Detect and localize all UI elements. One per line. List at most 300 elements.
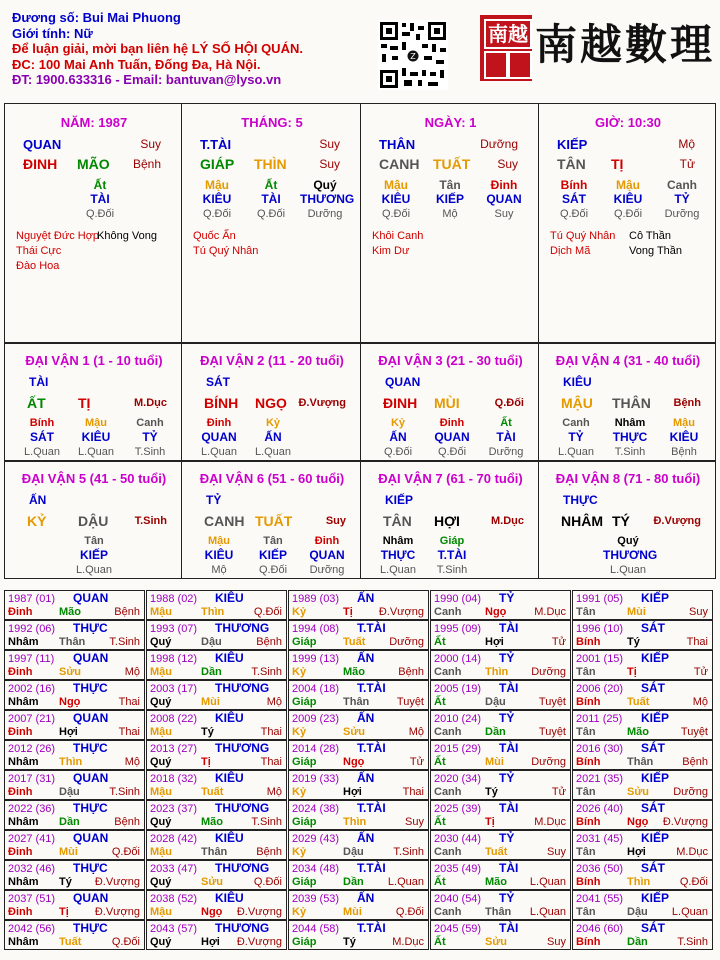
hidden-god: ẤN <box>389 430 407 444</box>
hidden-relation: L.Quan <box>200 446 238 458</box>
year-cell <box>572 740 713 770</box>
year-phase: T.Sinh <box>677 936 708 948</box>
year-cell <box>4 620 145 650</box>
dai-van-branch: NGỌ <box>255 395 287 411</box>
hidden-relation: L.Quan <box>557 446 595 458</box>
year-stem: Tân <box>576 786 596 798</box>
dai-van-cell <box>181 461 361 579</box>
year-label: 2015 (29) <box>434 743 482 755</box>
pillar-branch: MÃO <box>77 156 110 172</box>
year-stem: Bính <box>576 636 601 648</box>
year-phase: Mộ <box>266 696 282 708</box>
year-label: 2024 (38) <box>292 803 340 815</box>
hidden-god: KIÊU <box>381 192 411 206</box>
year-label: 2032 (46) <box>8 863 56 875</box>
year-cell <box>430 800 571 830</box>
pillar-cell <box>538 103 716 343</box>
year-phase: Bệnh <box>398 666 424 678</box>
year-branch: Tý <box>627 636 640 648</box>
year-branch: Mão <box>59 606 81 618</box>
year-branch: Mùi <box>627 606 646 618</box>
year-phase: Đ.Vượng <box>378 606 424 618</box>
year-branch: Hợi <box>627 846 646 858</box>
dai-van-growth: Bệnh <box>673 397 701 409</box>
hidden-relation: T.Sinh <box>134 446 166 458</box>
dai-van-cell <box>360 343 539 461</box>
pillar-phase: Suy <box>319 137 340 151</box>
hidden-relation: Q.Đối <box>85 208 115 220</box>
hidden-god: THỰC <box>612 430 648 444</box>
year-label: 2021 (35) <box>576 773 624 785</box>
brand-title: 南越數理 <box>535 20 716 69</box>
year-phase: T.Sinh <box>251 666 282 678</box>
year-label: 2044 (58) <box>292 923 340 935</box>
hidden-god: TÀI <box>496 430 516 444</box>
year-label: 2041 (55) <box>576 893 624 905</box>
year-god: KIÊU <box>215 831 244 845</box>
year-label: 2022 (36) <box>8 803 56 815</box>
hidden-relation: Suy <box>494 208 514 220</box>
year-phase: Suy <box>547 936 566 948</box>
year-god: QUAN <box>73 891 109 905</box>
year-cell <box>288 770 429 800</box>
year-label: 1994 (08) <box>292 623 340 635</box>
year-branch: Dậu <box>627 906 648 918</box>
year-phase: Dưỡng <box>531 666 566 678</box>
dai-van-branch: DẬU <box>78 513 109 529</box>
year-cell <box>4 740 145 770</box>
hidden-stem: Mậu <box>673 417 695 429</box>
star-left: Khôi Canh <box>372 230 424 242</box>
dai-van-stem: BÍNH <box>204 395 239 411</box>
year-cell <box>4 650 145 680</box>
dai-van-cell <box>4 343 182 461</box>
year-branch: Thân <box>627 756 654 768</box>
year-label: 2018 (32) <box>150 773 198 785</box>
year-phase: Tử <box>409 756 424 768</box>
year-stem: Ất <box>434 816 446 828</box>
year-branch: Tuất <box>627 696 650 708</box>
year-label: 2045 (59) <box>434 923 482 935</box>
year-phase: L.Quan <box>529 906 566 918</box>
year-god: SÁT <box>641 681 665 695</box>
year-stem: Nhâm <box>8 936 39 948</box>
year-stem: Bính <box>576 936 601 948</box>
year-god: KIẾP <box>641 831 670 845</box>
star-left: Nguyệt Đức Hợp <box>16 230 100 242</box>
year-branch: Tị <box>59 906 69 918</box>
year-branch: Dần <box>59 816 80 828</box>
hidden-god: T.TÀI <box>437 548 467 562</box>
year-branch: Sửu <box>201 876 224 888</box>
year-branch: Mùi <box>201 696 220 708</box>
year-branch: Dần <box>201 666 222 678</box>
year-branch: Thìn <box>627 876 651 888</box>
hidden-god: THƯƠNG <box>603 548 658 562</box>
hidden-relation: Bệnh <box>671 446 697 458</box>
year-god: TỶ <box>499 831 515 845</box>
year-god: KIÊU <box>215 711 244 725</box>
dai-van-stem: ĐINH <box>383 395 418 411</box>
year-label: 2036 (50) <box>576 863 624 875</box>
hidden-relation: T.Sinh <box>436 564 468 576</box>
star-left: Quốc Ấn <box>193 230 236 242</box>
year-phase: T.Sinh <box>393 846 424 858</box>
dai-van-stem: NHÂM <box>561 513 603 529</box>
year-label: 1997 (11) <box>8 653 55 665</box>
year-phase: Tuyệt <box>680 726 708 738</box>
year-cell <box>430 590 571 620</box>
year-phase: Thai <box>402 786 424 798</box>
hidden-god: THƯƠNG <box>300 192 355 206</box>
year-phase: T.Sinh <box>251 816 282 828</box>
year-cell <box>288 590 429 620</box>
hidden-god: TỶ <box>142 430 158 444</box>
client-name: Đương số: Bui Mai Phuong <box>12 10 181 25</box>
year-label: 2010 (24) <box>434 713 482 725</box>
year-god: TÀI <box>499 741 519 755</box>
year-god: SÁT <box>641 801 665 815</box>
hidden-god: TÀI <box>261 192 281 206</box>
year-branch: Tuất <box>201 786 224 798</box>
year-phase: Thai <box>118 696 140 708</box>
year-cell <box>572 920 713 950</box>
year-stem: Đinh <box>8 726 33 738</box>
year-cell <box>430 680 571 710</box>
year-phase: Đ.Vượng <box>236 906 282 918</box>
year-phase: Tuyệt <box>396 696 424 708</box>
year-branch: Tuất <box>343 636 366 648</box>
year-phase: Q.Đối <box>111 846 140 858</box>
star-right: Không Vong <box>97 230 157 242</box>
year-label: 2014 (28) <box>292 743 340 755</box>
year-cell <box>146 620 287 650</box>
year-phase: Tuyệt <box>538 726 566 738</box>
hidden-stem: Nhâm <box>382 535 414 547</box>
year-label: 2026 (40) <box>576 803 624 815</box>
year-branch: Thìn <box>343 816 367 828</box>
year-god: QUAN <box>73 591 109 605</box>
hidden-stem: Giáp <box>439 535 465 547</box>
year-stem: Giáp <box>292 876 317 888</box>
year-stem: Canh <box>434 906 462 918</box>
year-cell <box>430 860 571 890</box>
year-god: TỶ <box>499 711 515 725</box>
hidden-stem: Đinh <box>439 417 465 429</box>
seal-stamp <box>480 15 532 81</box>
year-label: 2030 (44) <box>434 833 482 845</box>
year-branch: Ngọ <box>627 816 649 828</box>
year-phase: Tử <box>551 636 566 648</box>
pillar-phase: Suy <box>140 137 161 151</box>
year-stem: Giáp <box>292 696 317 708</box>
year-label: 2027 (41) <box>8 833 56 845</box>
year-stem: Kỷ <box>292 786 307 798</box>
hidden-relation: Q.Đối <box>559 208 589 220</box>
year-label: 2028 (42) <box>150 833 198 845</box>
year-god: THƯƠNG <box>215 801 270 815</box>
year-branch: Tị <box>343 606 353 618</box>
hidden-stem: Mậu <box>616 178 640 192</box>
year-branch: Hợi <box>201 936 220 948</box>
year-phase: Mộ <box>124 756 140 768</box>
year-god: QUAN <box>73 771 109 785</box>
pillar-growth: Suy <box>319 157 340 171</box>
year-cell <box>572 710 713 740</box>
year-cell <box>288 800 429 830</box>
year-branch: Sửu <box>485 936 508 948</box>
pillar-god: KIẾP <box>557 137 588 152</box>
dai-van-god: KIẾP <box>385 493 414 507</box>
year-god: THỰC <box>73 741 108 755</box>
year-cell <box>4 830 145 860</box>
dai-van-branch: HỢI <box>434 513 460 529</box>
year-label: 1987 (01) <box>8 593 56 605</box>
year-cell <box>430 710 571 740</box>
hidden-stem: Ất <box>264 178 278 192</box>
year-cell <box>4 860 145 890</box>
year-label: 2004 (18) <box>292 683 340 695</box>
hidden-relation: L.Quan <box>379 564 417 576</box>
year-label: 2046 (60) <box>576 923 624 935</box>
dai-van-cell <box>4 461 182 579</box>
hidden-stem: Đinh <box>206 417 232 429</box>
year-branch: Dần <box>343 876 364 888</box>
year-label: 1991 (05) <box>576 593 624 605</box>
year-god: ẤN <box>357 591 375 605</box>
dai-van-god: TÀI <box>29 375 49 389</box>
year-phase: Thai <box>260 726 282 738</box>
pillar-phase: Dưỡng <box>480 137 518 151</box>
hidden-god: KIÊU <box>669 430 699 444</box>
year-cell <box>430 830 571 860</box>
year-phase: Q.Đối <box>111 936 140 948</box>
year-branch: Sửu <box>627 786 650 798</box>
hidden-stem: Quý <box>617 535 639 547</box>
year-god: TÀI <box>499 681 519 695</box>
year-phase: T.Sinh <box>109 786 140 798</box>
year-god: TÀI <box>499 801 519 815</box>
year-label: 2007 (21) <box>8 713 56 725</box>
year-god: ẤN <box>357 651 375 665</box>
year-phase: Thai <box>260 756 282 768</box>
year-cell <box>430 770 571 800</box>
year-god: THỰC <box>73 861 108 875</box>
dai-van-stem: MẬU <box>561 395 593 411</box>
hidden-relation: Dưỡng <box>664 208 700 220</box>
year-stem: Canh <box>434 786 462 798</box>
dai-van-growth: M.Dục <box>491 515 524 527</box>
year-stem: Giáp <box>292 636 317 648</box>
star-left: Tú Quý Nhân <box>550 230 616 242</box>
dai-van-growth: Đ.Vượng <box>298 397 346 409</box>
hidden-god: KIÊU <box>202 192 232 206</box>
dai-van-god: THỰC <box>563 493 598 507</box>
year-stem: Canh <box>434 726 462 738</box>
year-branch: Dần <box>627 936 648 948</box>
year-god: T.TÀI <box>357 681 386 695</box>
dai-van-stem: TÂN <box>383 513 412 529</box>
dai-van-branch: THÂN <box>612 395 651 411</box>
year-stem: Kỷ <box>292 606 307 618</box>
year-phase: Q.Đối <box>679 876 708 888</box>
year-branch: Tuất <box>59 936 82 948</box>
year-label: 2020 (34) <box>434 773 482 785</box>
hidden-stem: Canh <box>136 417 164 429</box>
year-god: KIẾP <box>641 651 670 665</box>
year-label: 2012 (26) <box>8 743 56 755</box>
pillar-god: THÂN <box>379 137 416 152</box>
pillar-growth: Suy <box>497 157 518 171</box>
year-cell <box>288 920 429 950</box>
year-stem: Giáp <box>292 756 317 768</box>
year-stem: Mậu <box>150 606 172 618</box>
year-phase: Đ.Vượng <box>94 876 140 888</box>
pillar-growth: Tử <box>679 157 695 171</box>
svg-text:Z: Z <box>410 52 416 61</box>
year-branch: Ngọ <box>485 606 507 618</box>
pillar-cell <box>360 103 539 343</box>
year-label: 1999 (13) <box>292 653 340 665</box>
hidden-stem: Canh <box>667 178 697 192</box>
year-phase: Đ.Vượng <box>662 816 708 828</box>
year-branch: Thìn <box>201 606 225 618</box>
year-label: 1998 (12) <box>150 653 198 665</box>
hidden-god: SÁT <box>562 192 586 206</box>
year-branch: Mão <box>627 726 649 738</box>
year-stem: Giáp <box>292 816 317 828</box>
year-label: 2043 (57) <box>150 923 198 935</box>
pillar-growth: Bệnh <box>132 157 161 171</box>
year-cell <box>288 680 429 710</box>
year-label: 2034 (48) <box>292 863 340 875</box>
year-god: ẤN <box>357 891 375 905</box>
hidden-stem: Quý <box>313 178 337 192</box>
year-branch: Sửu <box>343 726 366 738</box>
dai-van-god: TỶ <box>206 493 222 507</box>
year-cell <box>288 830 429 860</box>
year-phase: Tử <box>551 786 566 798</box>
hidden-stem: Canh <box>562 417 590 429</box>
year-stem: Bính <box>576 696 601 708</box>
year-label: 1992 (06) <box>8 623 56 635</box>
dai-van-growth: T.Sinh <box>134 515 167 527</box>
year-stem: Bính <box>576 756 601 768</box>
hidden-god: TỶ <box>568 430 584 444</box>
hidden-stem: Tân <box>439 178 461 192</box>
year-god: T.TÀI <box>357 921 386 935</box>
hidden-relation: Mộ <box>442 208 458 220</box>
year-branch: Mão <box>485 876 507 888</box>
hidden-relation: L.Quan <box>77 446 115 458</box>
year-branch: Ngọ <box>201 906 223 918</box>
year-label: 2013 (27) <box>150 743 198 755</box>
year-phase: Mộ <box>408 726 424 738</box>
pillar-god: QUAN <box>23 137 62 152</box>
dai-van-branch: TỊ <box>78 395 91 411</box>
year-phase: Thai <box>686 636 708 648</box>
year-god: SÁT <box>641 621 665 635</box>
year-god: TÀI <box>499 621 519 635</box>
dai-van-god: QUAN <box>385 375 421 389</box>
year-stem: Canh <box>434 846 462 858</box>
dai-van-growth: Đ.Vượng <box>653 515 701 527</box>
pillar-stem: TÂN <box>557 156 586 172</box>
year-stem: Kỷ <box>292 906 307 918</box>
year-label: 2037 (51) <box>8 893 56 905</box>
year-branch: Mão <box>201 816 223 828</box>
hidden-god: KIÊU <box>613 192 643 206</box>
year-phase: Q.Đối <box>253 876 282 888</box>
year-stem: Nhâm <box>8 696 39 708</box>
hidden-relation: Q.Đối <box>381 208 411 220</box>
year-stem: Tân <box>576 666 596 678</box>
pillar-cell <box>4 103 182 343</box>
dai-van-title: ĐẠI VẬN 1 (1 - 10 tuổi) <box>25 353 163 368</box>
year-branch: Mùi <box>485 756 504 768</box>
year-cell <box>4 890 145 920</box>
year-branch: Dậu <box>485 696 506 708</box>
year-branch: Ngọ <box>59 696 81 708</box>
dai-van-title: ĐẠI VẬN 3 (21 - 30 tuổi) <box>378 353 523 368</box>
year-phase: Dưỡng <box>389 636 424 648</box>
dai-van-title: ĐẠI VẬN 5 (41 - 50 tuổi) <box>21 471 167 486</box>
year-stem: Quý <box>150 696 172 708</box>
year-phase: Bệnh <box>114 606 140 618</box>
year-cell <box>430 890 571 920</box>
dai-van-growth: Suy <box>325 515 346 527</box>
dai-van-branch: MÙI <box>434 395 460 411</box>
year-phase: L.Quan <box>387 876 424 888</box>
hidden-god: QUAN <box>309 548 345 562</box>
year-branch: Tị <box>201 756 211 768</box>
year-phase: Mộ <box>692 696 708 708</box>
year-branch: Sửu <box>59 666 82 678</box>
client-info <box>12 10 372 88</box>
hidden-relation: L.Quan <box>254 446 292 458</box>
hidden-god: KIẾP <box>435 192 464 206</box>
hidden-god: QUAN <box>434 430 470 444</box>
year-god: THƯƠNG <box>215 861 270 875</box>
year-cell <box>146 830 287 860</box>
hidden-relation: Dưỡng <box>488 446 524 458</box>
year-stem: Tân <box>576 906 596 918</box>
year-label: 2042 (56) <box>8 923 56 935</box>
dai-van-branch: TUẤT <box>255 513 293 529</box>
year-stem: Đinh <box>8 846 33 858</box>
year-god: TỶ <box>499 651 515 665</box>
year-cell <box>146 710 287 740</box>
qr-code-icon[interactable] <box>378 20 448 90</box>
year-branch: Hợi <box>343 786 362 798</box>
dai-van-title: ĐẠI VẬN 6 (51 - 60 tuổi) <box>199 471 345 486</box>
year-label: 2000 (14) <box>434 653 482 665</box>
year-branch: Mùi <box>59 846 78 858</box>
year-branch: Mùi <box>343 906 362 918</box>
dai-van-cell <box>538 461 716 579</box>
year-stem: Ất <box>434 636 446 648</box>
year-label: 1988 (02) <box>150 593 198 605</box>
year-cell <box>288 650 429 680</box>
year-branch: Hợi <box>59 726 78 738</box>
hidden-god: ẤN <box>264 430 282 444</box>
year-god: THỰC <box>73 621 108 635</box>
year-phase: T.Sinh <box>109 636 140 648</box>
client-gender: Giới tính: Nữ <box>12 25 93 41</box>
hidden-stem: Mậu <box>205 178 229 192</box>
contact-line-3: ĐT: 1900.633316 - Email: bantuvan@lyso.vn <box>12 72 282 87</box>
hidden-god: QUAN <box>486 192 522 206</box>
